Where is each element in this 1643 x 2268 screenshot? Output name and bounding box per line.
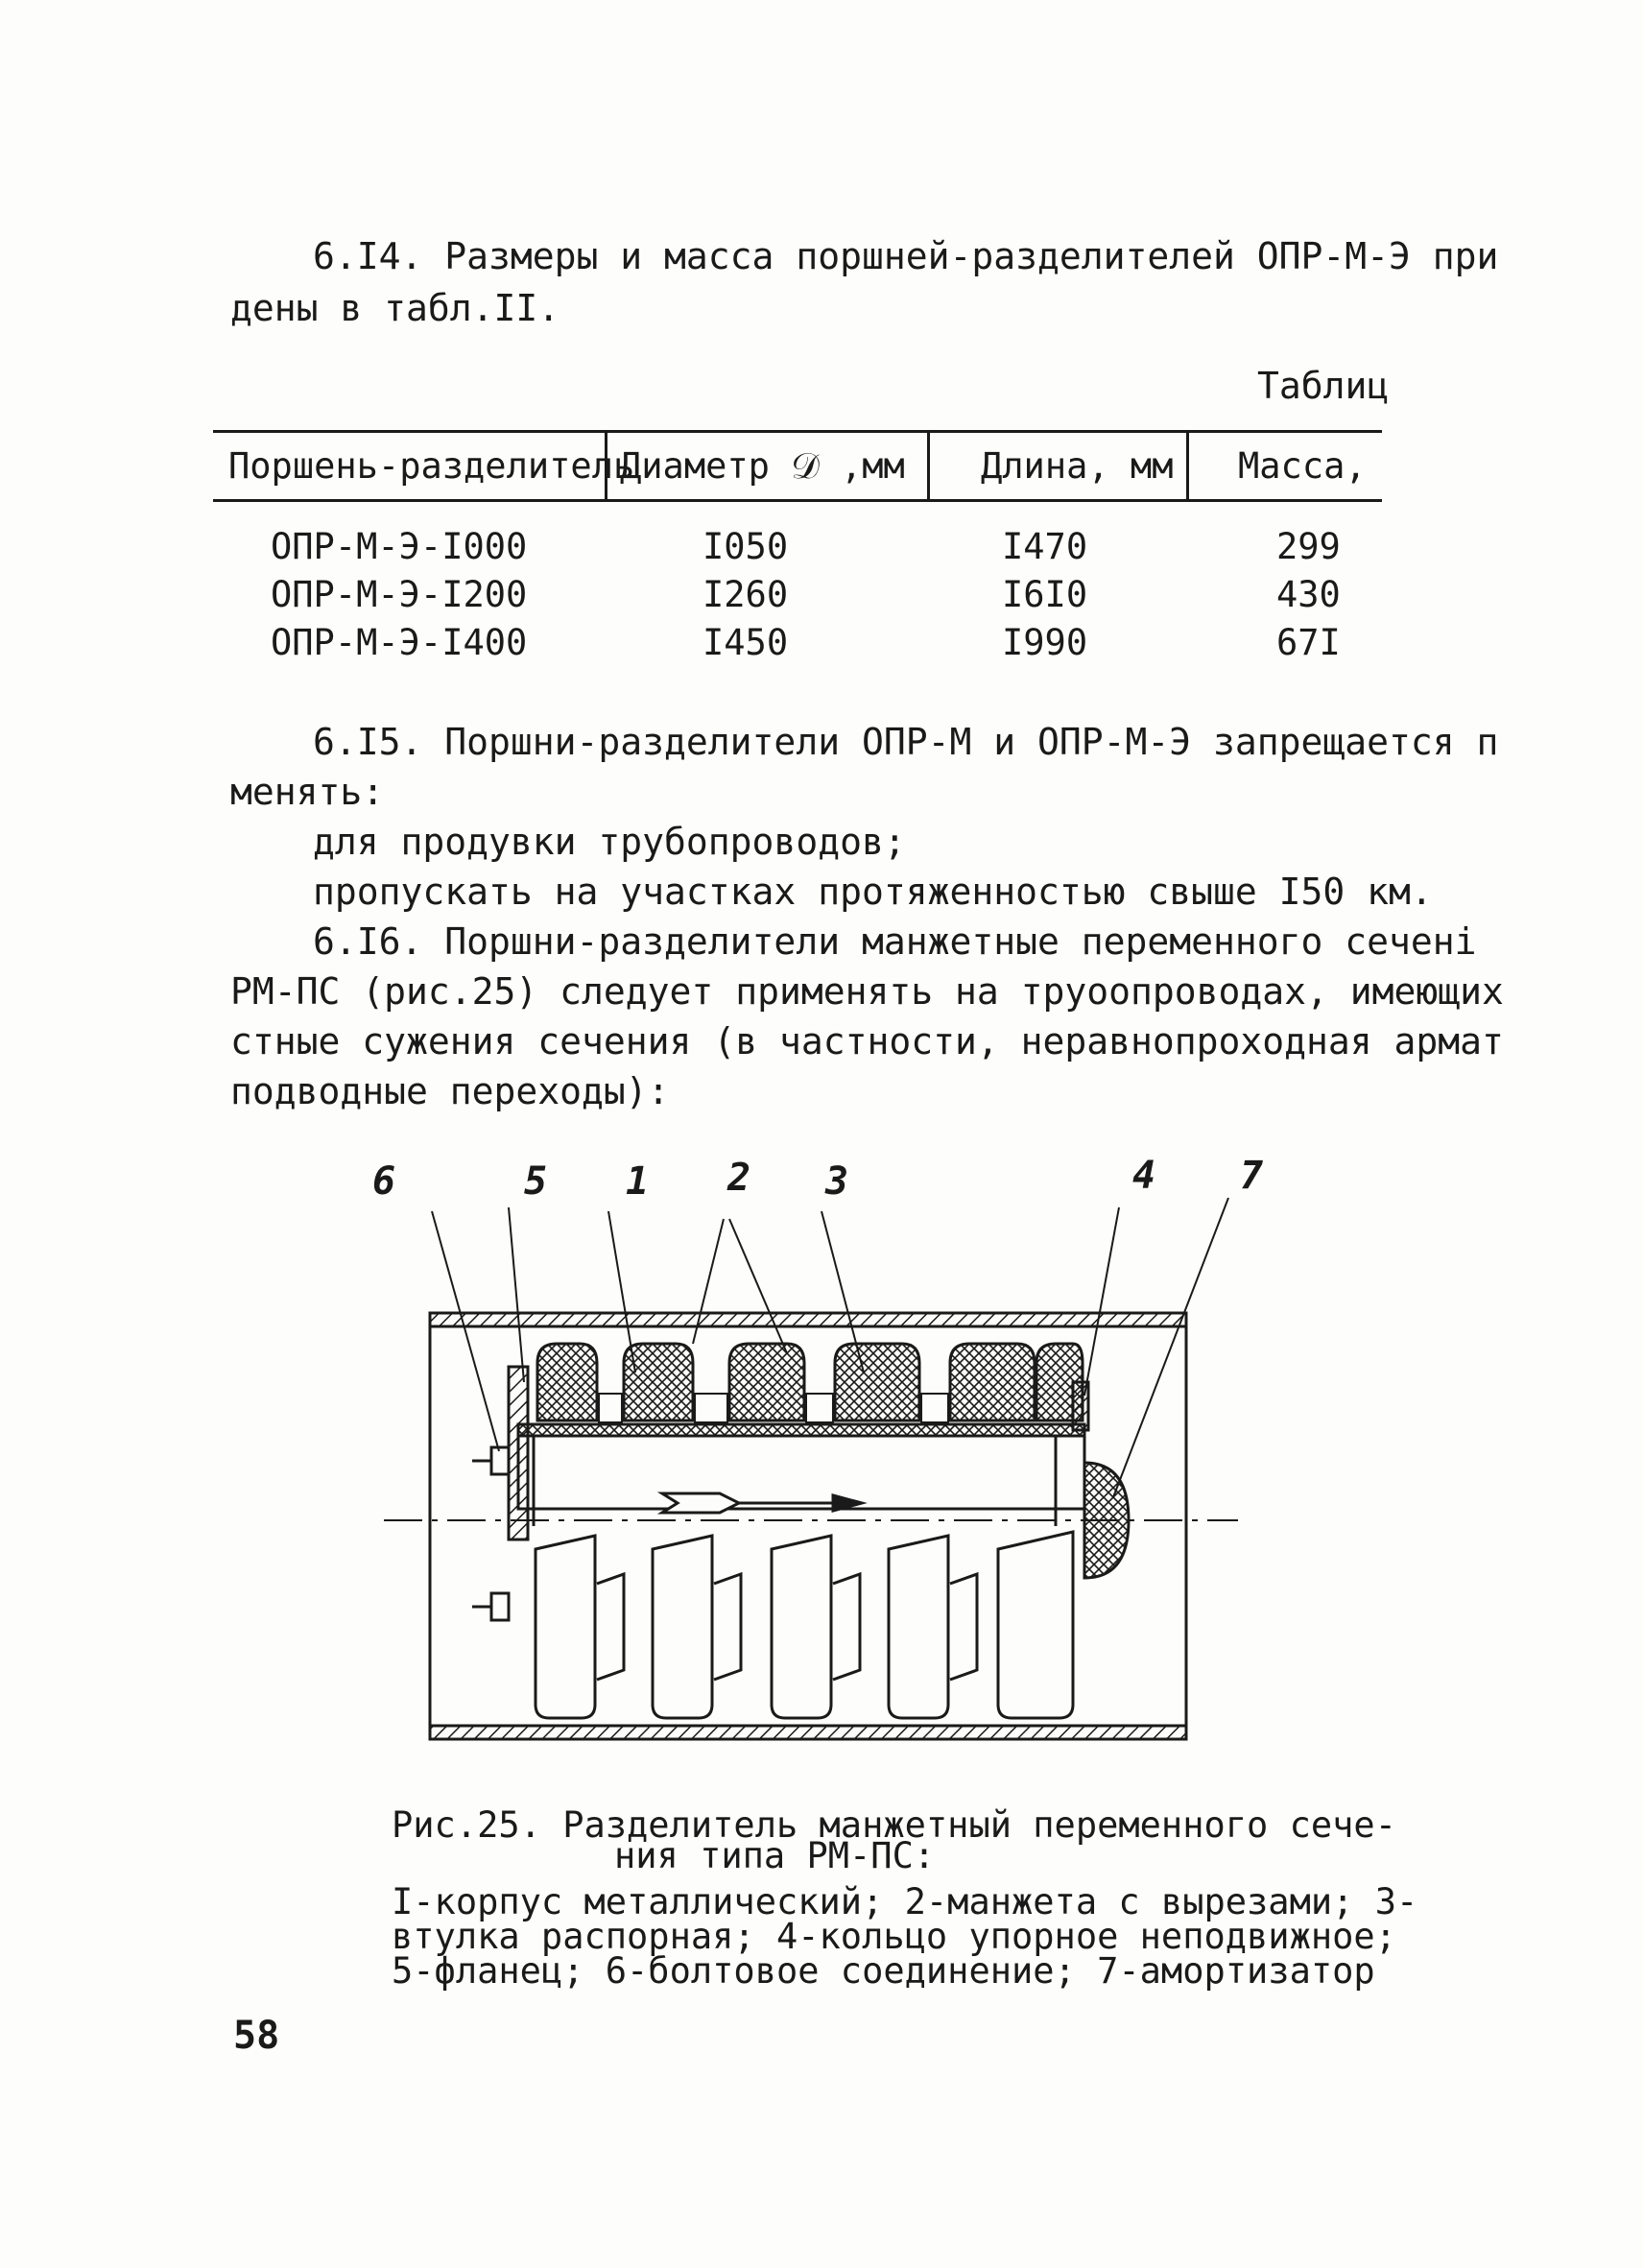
para-6-16-line1: 6.I6. Поршни-разделители манжетные переменного сечені (313, 920, 1477, 963)
shock-absorber (1084, 1463, 1129, 1578)
figure-label-3: 3 (825, 1159, 849, 1204)
table-row-2-length: I6I0 (1002, 574, 1088, 615)
table-row-2-mass: 430 (1276, 574, 1341, 615)
para-6-15-line3: для продувки трубопроводов; (313, 821, 906, 863)
table-row-1-name: ОПР-М-Э-I000 (271, 526, 528, 567)
para-6-16-line2: РМ-ПС (рис.25) следует применять на труоопроводах, имеющих (230, 970, 1504, 1013)
page-number: 58 (233, 2014, 280, 2058)
table-caption: Таблиц (1257, 365, 1390, 407)
table-row-1-diameter: I050 (702, 526, 789, 567)
table-row-1-length: I470 (1002, 526, 1088, 567)
table-row-2-diameter: I260 (702, 574, 789, 615)
figure-label-4: 4 (1132, 1154, 1156, 1198)
para-6-14-line1: 6.I4. Размеры и масса поршней-разделителей ОПР-М-Э при (313, 235, 1499, 277)
flange (472, 1367, 528, 1620)
figure-legend-line3: 5-фланец; 6-болтовое соединение; 7-амортизатор (392, 1950, 1375, 1992)
figure-label-5: 5 (524, 1159, 548, 1204)
figure-label-7: 7 (1240, 1154, 1264, 1198)
para-6-14-line2: дены в табл.II. (230, 287, 560, 329)
figure-label-6: 6 (372, 1159, 396, 1204)
table-header-diameter: Диаметр 𝒟 ,мм (620, 445, 905, 487)
figure-caption-line1: Рис.25. Разделитель манжетный переменного сече- (392, 1804, 1396, 1846)
figure-label-1: 1 (626, 1159, 650, 1204)
table-row-3-length: I990 (1002, 622, 1088, 663)
para-6-15-line1: 6.I5. Поршни-разделители ОПР-М и ОПР-М-Э запрещается п (313, 721, 1499, 763)
figure-legend-line2: втулка распорная; 4-кольцо упорное неподвижное; (392, 1916, 1396, 1957)
para-6-15-line4: пропускать на участках протяженностью свыше I50 км. (313, 871, 1433, 913)
table-row-1-mass: 299 (1276, 526, 1341, 567)
figure-caption-line2: ния типа РМ-ПС: (614, 1835, 936, 1876)
table-row-2-name: ОПР-М-Э-I200 (271, 574, 528, 615)
metal-body (518, 1424, 1084, 1526)
para-6-16-line4: подводные переходы): (230, 1070, 670, 1112)
figure-label-2: 2 (727, 1156, 751, 1200)
table-header-length: Длина, мм (981, 445, 1174, 487)
cuffs-lower (536, 1532, 1073, 1718)
table-header-piston: Поршень-разделитель (228, 445, 635, 487)
para-6-16-line3: стные сужения сечения (в частности, неравнопроходная армат (230, 1020, 1504, 1062)
table-header-mass: Масса, (1238, 445, 1367, 487)
para-6-15-line2: менять: (230, 771, 385, 813)
table-row-3-diameter: I450 (702, 622, 789, 663)
table-row-3-name: ОПР-М-Э-I400 (271, 622, 528, 663)
table-row-3-mass: 67I (1276, 622, 1341, 663)
figure-legend-line1: I-корпус металлический; 2-манжета с вырезами; 3- (392, 1881, 1418, 1922)
